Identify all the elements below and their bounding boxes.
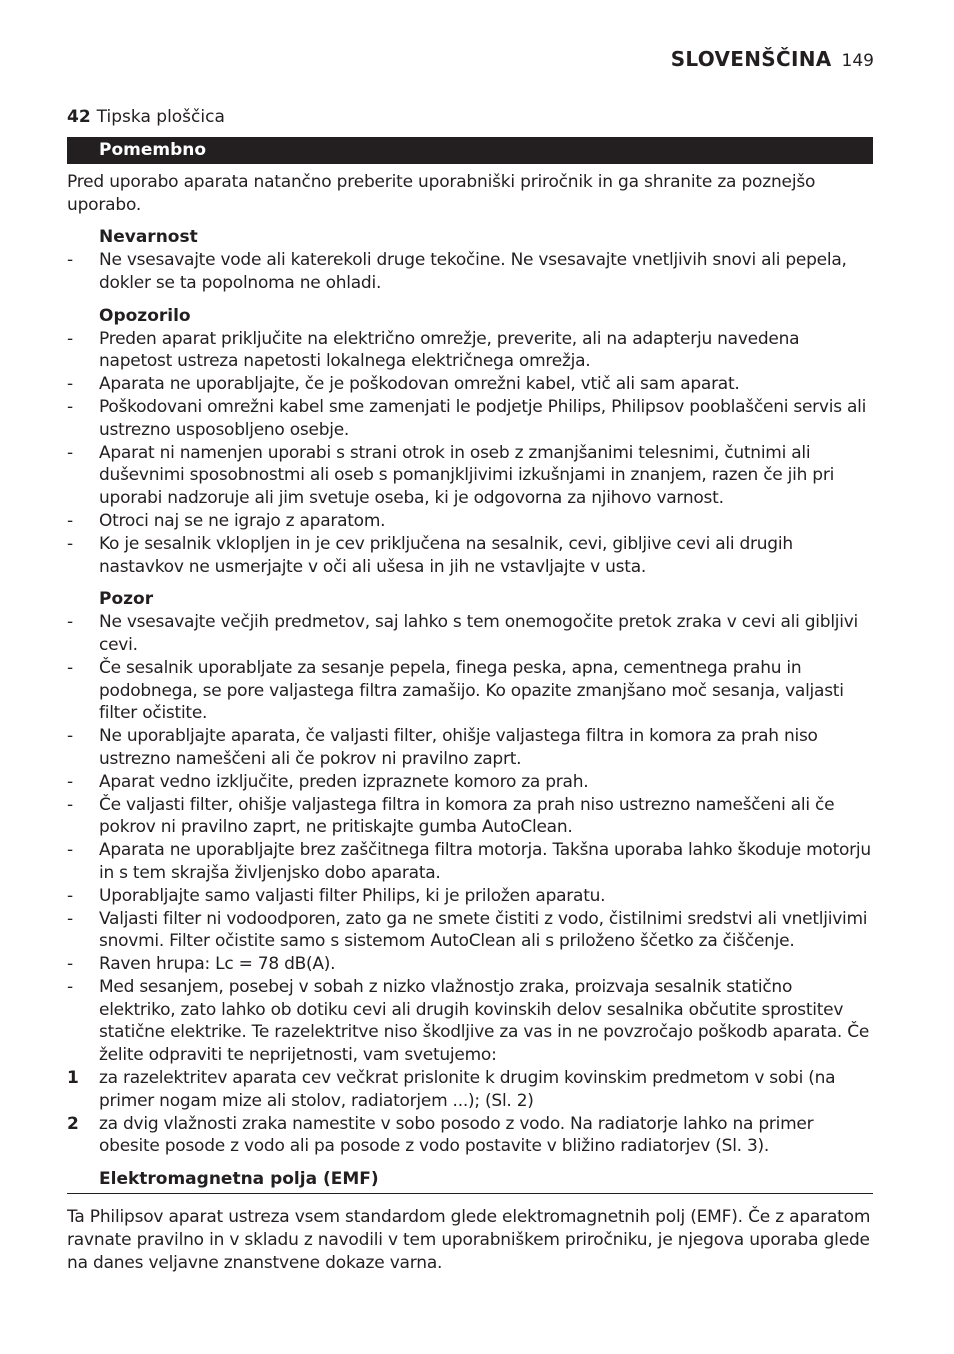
list-item: - Ne uporabljajte aparata, če valjasti filter, ohišje valjastega filtra in komora za prah niso ustrezno nameščeni ali če pokrov ni pravilno zaprt.	[67, 725, 873, 771]
step-item	[67, 1067, 873, 1113]
list-item: - Aparat vedno izključite, preden izpraznete komoro za prah.	[67, 771, 873, 794]
list-item: - Aparat ni namenjen uporabi s strani otrok in oseb z zmanjšanimi telesnimi, čutnimi ali duševnimi sposobnostmi ali oseb s pomanjkljivimi izkušnjami in znanjem, razen če jih pri uporabi nadzoruje ali jim svetuje oseba, ki je odgovorna za njihovo varnost.	[67, 442, 873, 510]
step-number: 2	[67, 1113, 79, 1134]
page-content	[67, 106, 873, 1274]
list-item: - Raven hrupa: Lc = 78 dB(A).	[67, 953, 873, 976]
warning-list	[67, 328, 873, 579]
caution-heading: Pozor	[99, 589, 154, 610]
important-heading-bar: Pomembno	[67, 137, 873, 164]
emf-text: Ta Philipsov aparat ustreza vsem standardom glede elektromagnetnih polj (EMF). Če z aparatom ravnate pravilno in v skladu z navodili v tem uporabniškem priročniku, je njegova uporaba glede na danes veljavne znanstvene dokaze varna.	[67, 1207, 871, 1273]
step-text: za razelektritev aparata cev večkrat prislonite k drugim kovinskim predmetom v sobi (na primer nogam mize ali stolov, radiatorjem ...); (Sl. 2)	[99, 1068, 836, 1111]
list-item: - Ne vsesavajte vode ali katerekoli druge tekočine. Ne vsesavajte vnetljivih snovi ali pepela, dokler se ta popolnoma ne ohladi.	[67, 249, 873, 295]
step-item	[67, 1113, 873, 1159]
list-item: - Aparata ne uporabljajte brez zaščitnega filtra motorja. Takšna uporaba lahko škoduje motorju in s tem skrajša življenjsko dobo aparata.	[67, 839, 873, 885]
emf-heading: Elektromagnetna polja (EMF)	[67, 1168, 873, 1194]
list-item: - Valjasti filter ni vodoodporen, zato ga ne smete čistiti z vodo, čistilnimi sredstvi ali vnetljivimi snovmi. Filter očistite samo s sistemom AutoClean ali s priloženo ščetko za čiščenje.	[67, 908, 873, 954]
type-plate-line	[67, 106, 873, 129]
type-plate-label: Tipska ploščica	[96, 107, 225, 127]
caution-list	[67, 611, 873, 1067]
warning-heading: Opozorilo	[99, 305, 191, 326]
danger-heading: Nevarnost	[99, 227, 198, 248]
list-item: - Uporabljajte samo valjasti filter Philips, ki je priložen aparatu.	[67, 885, 873, 908]
type-plate-number: 42	[67, 107, 91, 127]
step-text: za dvig vlažnosti zraka namestite v sobo posodo z vodo. Na radiatorje lahko na primer obesite posode z vodo ali pa posode z vodo postavite v bližino radiatorjev (Sl. 3).	[99, 1113, 814, 1157]
list-item: - Preden aparat priključite na električno omrežje, preverite, ali na adapterju navedena napetost ustreza napetosti lokalnega električnega omrežja.	[67, 328, 873, 374]
list-item: - Poškodovani omrežni kabel sme zamenjati le podjetje Philips, Philipsov pooblaščeni servis ali ustrezno usposobljeno osebje.	[67, 396, 873, 442]
list-item: - Ne vsesavajte večjih predmetov, saj lahko s tem onemogočite pretok zraka v cevi ali gibljivi cevi.	[67, 611, 873, 657]
list-item: - Med sesanjem, posebej v sobah z nizko vlažnostjo zraka, proizvaja sesalnik statično elektriko, zato lahko ob dotiku cevi ali drugih kovinskih delov sesalnika občutite sprostitev statične elektrike. Te razelektritve niso škodljive za vas in ne povzročajo poškodb aparata. Če želite odpraviti te neprijetnosti, vam svetujemo:	[67, 976, 873, 1067]
list-item: - Ko je sesalnik vklopljen in je cev priključena na sesalnik, cevi, gibljive cevi ali drugih nastavkov ne usmerjajte v oči ali ušesa in jih ne vstavljajte v usta.	[67, 533, 873, 579]
static-tips-steps	[67, 1067, 873, 1158]
page-header	[671, 47, 874, 71]
important-intro: Pred uporabo aparata natančno preberite uporabniški priročnik in ga shranite za poznejšo uporabo.	[67, 171, 816, 215]
list-item: - Če sesalnik uporabljate za sesanje pepela, finega peska, apna, cementnega prahu in podobnega, se pore valjastega filtra zamašijo. Ko opazite zmanjšano moč sesanja, valjasti filter očistite.	[67, 657, 873, 725]
step-number: 1	[67, 1068, 79, 1089]
list-item: - Otroci naj se ne igrajo z aparatom.	[67, 510, 873, 533]
danger-list	[67, 249, 873, 295]
language-label: SLOVENŠČINA	[670, 47, 832, 71]
page-number: 149	[841, 51, 874, 71]
list-item: - Aparata ne uporabljajte, če je poškodovan omrežni kabel, vtič ali sam aparat.	[67, 373, 873, 396]
list-item: - Če valjasti filter, ohišje valjastega filtra in komora za prah niso ustrezno nameščeni ali če pokrov ni pravilno zaprt, ne pritiskajte gumba AutoClean.	[67, 794, 873, 840]
